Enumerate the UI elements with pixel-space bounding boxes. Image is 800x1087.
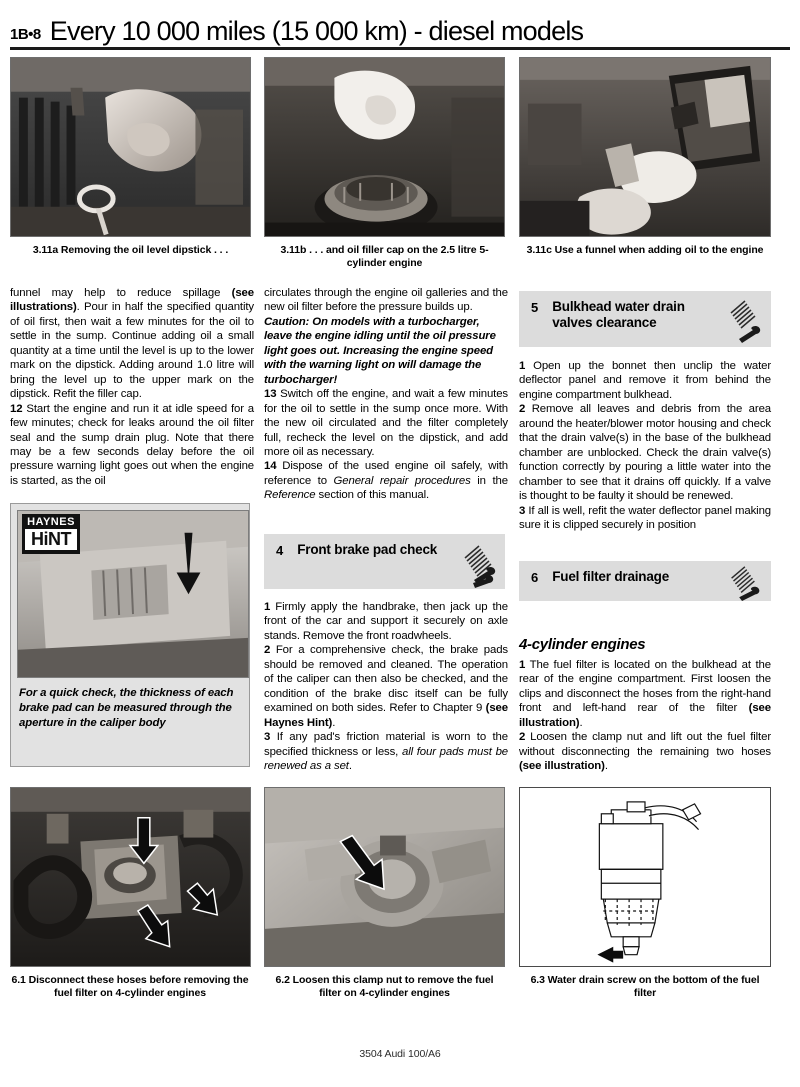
page-header bbox=[10, 6, 790, 46]
sec5-step-1 bbox=[519, 359, 771, 402]
step-text: Switch off the engine, and wait a few minutes for the oil to settle in the sump once more. With the new oil circulated and the filter completely full, recheck the level on the dipstick, and add more oil as necessary. bbox=[264, 388, 508, 458]
figure-6-2-photo bbox=[264, 787, 505, 967]
section-5-heading bbox=[519, 291, 771, 347]
col2-step-13 bbox=[264, 387, 508, 459]
section-4-body bbox=[264, 600, 508, 773]
figure-6-3-diagram bbox=[519, 787, 771, 967]
page-title: Every 10 000 miles (15 000 km) - diesel models bbox=[49, 16, 584, 46]
sec4-step-1 bbox=[264, 600, 508, 643]
section-6-title: Fuel filter drainage bbox=[552, 569, 670, 584]
col2-para-continued: circulates through the engine oil galleries and the new oil filter before the pressure builds up. bbox=[264, 287, 508, 314]
sec4-step-3 bbox=[264, 730, 508, 773]
haynes-hint-logo bbox=[22, 514, 80, 554]
section-6-heading bbox=[519, 561, 771, 601]
step-text: Open up the bonnet then unclip the water deflector panel and remove it from behind the engine compartment bulkhead. bbox=[519, 360, 772, 401]
step-text-italic: General repair procedures bbox=[333, 474, 471, 487]
step-text: Start the engine and run it at idle speed for a few minutes; check for leaks around the oil filter seal and the sump drain plug. Note that there may be a few seconds delay before the oil pressure warning light goes out when the engine is started, as the oil bbox=[10, 402, 254, 487]
step-number: 1 bbox=[264, 601, 271, 613]
step-number: 1 bbox=[519, 659, 526, 671]
sec4-step-2 bbox=[264, 643, 508, 730]
step-number: 1 bbox=[519, 360, 526, 372]
section-5-number: 5 bbox=[531, 300, 539, 315]
step-number: 2 bbox=[264, 644, 271, 657]
step-text-bold: (see illustration) bbox=[519, 760, 605, 773]
col1-step-12 bbox=[10, 402, 254, 489]
header-divider bbox=[10, 47, 790, 50]
caution-note: Caution: On models with a turbocharger, leave the engine idling until the oil pressure light goes out. Increasing the engine speed with the warning light on will damage the turbocharger! bbox=[264, 315, 496, 386]
figure-3-11b-photo bbox=[264, 57, 505, 237]
step-number: 2 bbox=[519, 731, 526, 744]
step-text-c: . bbox=[579, 716, 583, 729]
step-text-a: Dispose of the used engine oil safely, with reference to bbox=[264, 460, 508, 487]
step-number: 2 bbox=[519, 403, 526, 416]
step-text-bold: (see illustration) bbox=[519, 702, 771, 729]
step-text-c: . bbox=[332, 716, 336, 729]
step-text-a: Loosen the clamp nut and lift out the fuel filter without disconnecting the remaining two hoses bbox=[519, 731, 771, 758]
spanner-icon bbox=[723, 563, 763, 601]
sec5-step-2 bbox=[519, 402, 771, 503]
figure-6-2-caption: 6.2 Loosen this clamp nut to remove the fuel filter on 4-cylinder engines bbox=[275, 974, 494, 1000]
spanner-icon bbox=[723, 297, 763, 345]
col1-para-continued: funnel may help to reduce spillage (see illustrations). Pour in half the specified quantity of oil first, then wait a few minutes for the oil to settle in the sump. Continue adding oil a small quantity at a time until the level is up to the lower mark on the dipstick. Adding around 1.0 litre will bring the level up to the upper mark on the dipstick. Refit the filler cap. bbox=[10, 287, 254, 401]
step-text-italic-2: Reference bbox=[264, 489, 316, 502]
step-text-a: If any pad's friction material is worn to the specified thickness or less, bbox=[264, 731, 508, 758]
hint-logo-word: HiNT bbox=[25, 529, 77, 550]
step-text-a: For a comprehensive check, the brake pads should be removed and cleaned. The operation of the caliper can then also be checked, and the condition of the brake disc itself can be fully examined on both sides. Refer to Chapter 9 bbox=[264, 644, 508, 715]
figure-6-1-photo bbox=[10, 787, 251, 967]
step-number: 3 bbox=[519, 504, 526, 517]
section-6-number: 6 bbox=[531, 570, 539, 585]
figure-3-11c-photo bbox=[519, 57, 771, 237]
page-footer: 3504 Audi 100/A6 bbox=[359, 1048, 441, 1060]
figure-3-11a-caption: 3.11a Removing the oil level dipstick . . . bbox=[32, 244, 229, 256]
step-text-a: The fuel filter is located on the bulkhead at the rear of the engine compartment. First loosen the clips and disconnect the hoses from the right-hand front and left-hand rear of the filter bbox=[519, 659, 771, 715]
figure-6-3-caption: 6.3 Water drain screw on the bottom of the fuel filter bbox=[530, 974, 760, 1000]
sec6-step-2 bbox=[519, 730, 771, 773]
section-4-number: 4 bbox=[276, 543, 284, 558]
section-6-subheading: 4-cylinder engines bbox=[519, 636, 646, 653]
column-1-text bbox=[10, 286, 254, 488]
step-text-c: section of this manual. bbox=[315, 489, 430, 502]
step-text: If all is well, refit the water deflector panel making sure it is clipped securely in position bbox=[519, 504, 771, 531]
step-text: Firmly apply the handbrake, then jack up the front of the car and support it securely on axle stands. Remove the front roadwheels. bbox=[264, 601, 508, 642]
col2-step-14 bbox=[264, 459, 508, 502]
step-text-c: . bbox=[348, 759, 352, 772]
step-number: 14 bbox=[264, 460, 277, 473]
figure-3-11a-photo bbox=[10, 57, 251, 237]
haynes-hint-box bbox=[10, 503, 250, 767]
section-5-title: Bulkhead water drain valves clearance bbox=[552, 299, 685, 331]
column-2-text bbox=[264, 286, 508, 503]
section-6-body bbox=[519, 658, 771, 774]
sec6-step-1 bbox=[519, 658, 771, 730]
sec5-step-3 bbox=[519, 504, 771, 533]
figure-3-11b-caption: 3.11b . . . and oil filler cap on the 2.5 litre 5-cylinder engine bbox=[280, 244, 489, 270]
figure-6-1-caption: 6.1 Disconnect these hoses before removing the fuel filter on 4-cylinder engines bbox=[11, 974, 249, 1000]
section-4-title: Front brake pad check bbox=[297, 542, 438, 557]
step-text-c: . bbox=[604, 760, 608, 773]
haynes-hint-photo bbox=[17, 510, 249, 678]
step-number: 3 bbox=[264, 731, 271, 744]
haynes-logo-word: HAYNES bbox=[27, 516, 75, 528]
step-text-b: in the bbox=[470, 474, 508, 487]
step-text-italic: all four pads must be renewed as a set bbox=[264, 745, 509, 772]
section-4-heading bbox=[264, 534, 505, 589]
page-number: 1B•8 bbox=[10, 26, 41, 43]
figure-3-11c-caption: 3.11c Use a funnel when adding oil to the engine bbox=[526, 244, 764, 256]
haynes-hint-caption: For a quick check, the thickness of each brake pad can be measured through the aperture in the caliper body bbox=[19, 687, 234, 730]
step-number: 13 bbox=[264, 388, 277, 401]
section-5-body bbox=[519, 359, 771, 532]
step-text-bold: (see Haynes Hint) bbox=[264, 702, 508, 729]
step-number: 12 bbox=[10, 402, 23, 415]
spanner-icon bbox=[457, 540, 497, 588]
step-text: Remove all leaves and debris from the area around the heater/blower motor housing and check that the drain valve(s) in the base of the bulkhead chamber are unblocked. Check the drain valve(s) function correctly by pouring a little water into the chamber to see that it drains off quickly. If a valve is thought to be faulty it should be renewed. bbox=[519, 403, 772, 503]
